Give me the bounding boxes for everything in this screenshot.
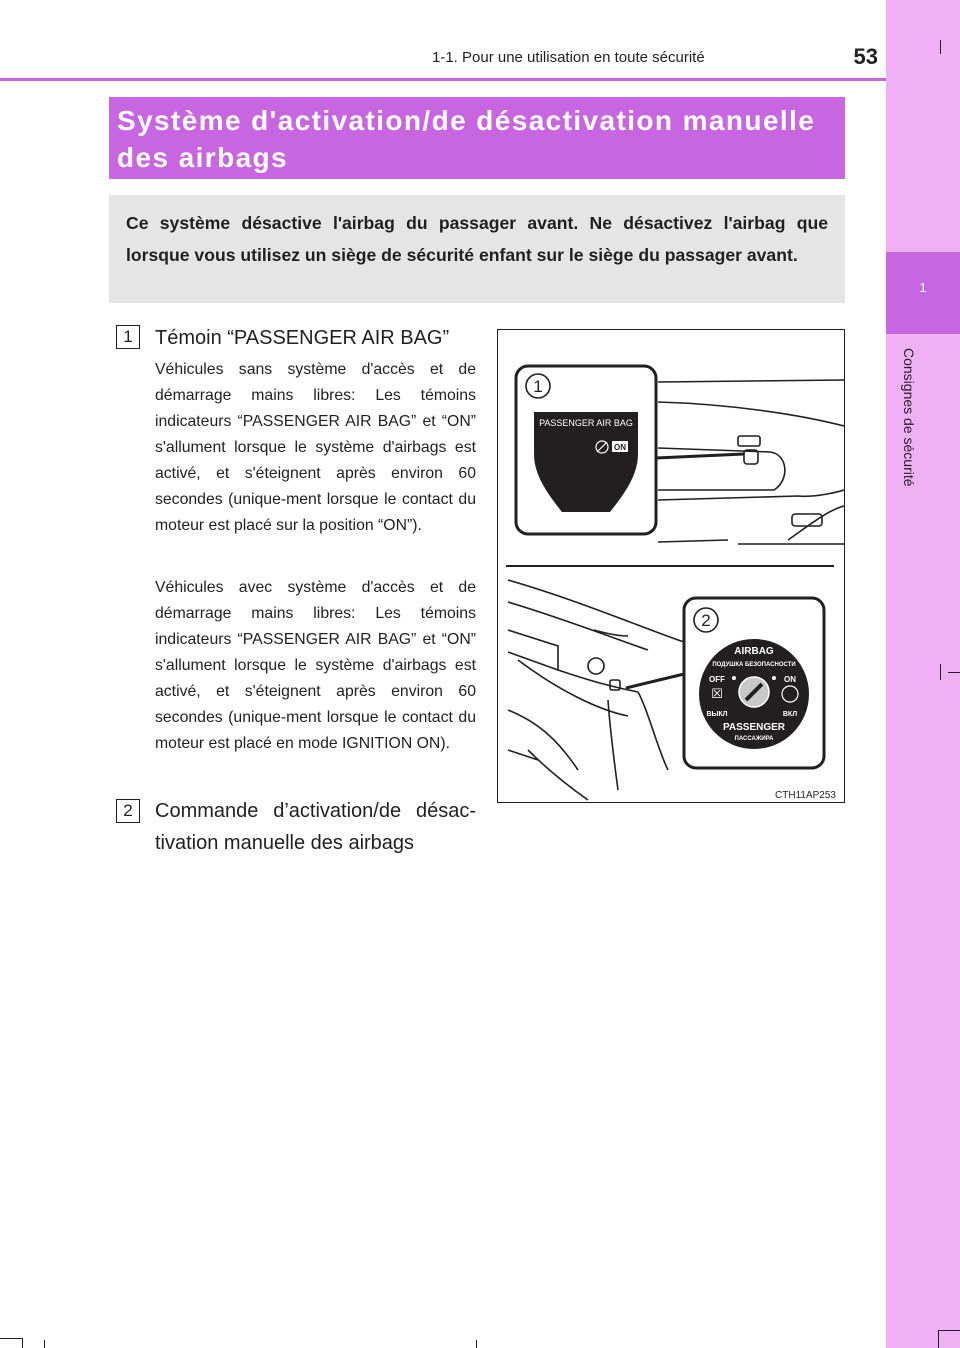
lower-dashboard-lines — [508, 580, 684, 800]
trim-mark — [22, 1338, 23, 1348]
section-title-bar — [109, 97, 845, 179]
trim-mark — [948, 672, 960, 673]
switch-on-dot — [772, 676, 776, 680]
item-title-1: Témoin “PASSENGER AIR BAG” — [155, 327, 450, 349]
trim-mark — [44, 1340, 45, 1348]
trim-mark — [938, 1330, 960, 1331]
chapter-number: 1 — [919, 280, 927, 295]
header-rule — [0, 78, 886, 81]
trim-mark — [940, 40, 941, 54]
running-header: 1-1. Pour une utilisation en toute sécurité — [432, 49, 705, 66]
trim-mark — [0, 1338, 22, 1339]
callout-2-leader — [626, 674, 684, 688]
dashboard-illustration — [497, 329, 845, 803]
callout-1-number: 1 — [533, 377, 543, 396]
item-title-2: Commande d’activation/de désac-tivation manuelle des airbags — [155, 800, 476, 854]
callout-2-number: 2 — [701, 611, 711, 630]
intro-box — [109, 195, 845, 303]
switch-passenger-label: PASSENGER — [722, 722, 786, 733]
switch-airbag-ru-label: ПОДУШКА БЕЗОПАСНОСТИ — [712, 662, 796, 668]
trim-mark — [938, 1330, 939, 1348]
callout-1-leader — [656, 454, 744, 458]
page-number: 53 — [853, 44, 878, 69]
switch-off-label: OFF — [709, 675, 725, 684]
item-1-paragraph-2: Véhicules avec système d'accès et de démarrage mains libres: Les témoins indicateurs “PASSENGER AIR BAG” et “ON” s'allument lorsque le système d'airbags est activé, et s'éteignent après environ 60 secondes (unique-ment lorsque le contact du moteur est placé en mode IGNITION ON). — [155, 579, 476, 752]
chapter-label-text: Consignes de sécurité — [901, 348, 917, 487]
upper-dashboard-lines — [658, 380, 844, 544]
switch-passenger-ru-label: ПАССАЖИРА — [734, 736, 774, 742]
illustration-svg — [498, 330, 844, 802]
section-title: Système d'activation/de désactivation manuelle des airbags — [117, 105, 816, 173]
chapter-tab-strip — [886, 0, 960, 1348]
indicator-on-text: ON — [614, 443, 626, 452]
intro-text: Ce système désactive l'airbag du passager avant. Ne désactivez l'airbag que lorsque vous utilisez un siège de sécurité enfant sur le siège du passager avant. — [126, 213, 828, 265]
trim-mark — [940, 664, 941, 680]
trim-mark — [476, 1340, 477, 1348]
item-number-1: 1 — [116, 325, 140, 349]
figure-code: CTH11AP253 — [775, 790, 836, 801]
switch-on-label: ON — [784, 675, 796, 684]
indicator-label: PASSENGER AIR BAG — [539, 418, 633, 428]
airbag-off-symbol-icon: ☒ — [711, 687, 723, 702]
switch-airbag-label: AIRBAG — [734, 646, 774, 657]
switch-off-ru-label: ВЫКЛ — [706, 711, 728, 718]
switch-off-dot — [732, 676, 736, 680]
switch-on-ru-label: ВКЛ — [782, 711, 798, 718]
item-number-2: 2 — [116, 799, 140, 823]
item-1-paragraph-1: Véhicules sans système d'accès et de démarrage mains libres: Les témoins indicateurs “PASSENGER AIR BAG” et “ON” s'allument lorsque le système d'airbags est activé, et s'éteignent après environ 60 secondes (unique-ment lorsque le contact du moteur est placé sur la position “ON”). — [155, 361, 476, 534]
chapter-label — [899, 348, 919, 528]
